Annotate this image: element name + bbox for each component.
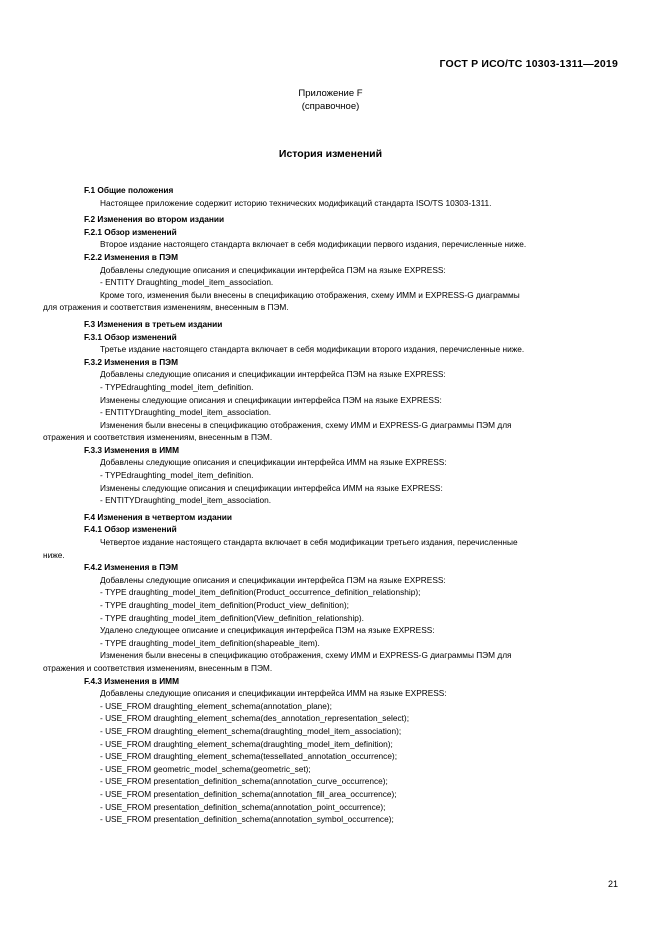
annex-kind: (справочное) [301, 101, 360, 112]
body-paragraph: ниже. [43, 549, 65, 560]
body-paragraph: - USE_FROM presentation_definition_schema(annotation_point_occurrence); [100, 801, 386, 812]
body-paragraph: - ENTITYDraughting_model_item_association. [100, 495, 272, 506]
body-paragraph: - ENTITYDraughting_model_item_association. [100, 407, 272, 418]
body-paragraph: - USE_FROM draughting_element_schema(draughting_model_item_definition); [100, 738, 393, 749]
page-title: История изменений [278, 148, 383, 160]
body-paragraph: Кроме того, изменения были внесены в спецификацию отображения, схему ИММ и EXPRESS-G диаграммы [100, 289, 520, 300]
page-header-standard-id: ГОСТ Р ИСО/ТС 10303-1311—2019 [439, 58, 618, 70]
body-paragraph: Настоящее приложение содержит историю технических модификаций стандарта ISO/TS 10303-1311. [100, 197, 492, 208]
body-paragraph: - TYPEdraughting_model_item_definition. [100, 470, 254, 481]
body-paragraph: - USE_FROM presentation_definition_schema(annotation_symbol_occurrence); [100, 814, 394, 825]
body-paragraph: - TYPE draughting_model_item_definition(Product_view_definition); [100, 600, 349, 610]
document-body [43, 180, 618, 826]
section-heading: F.4 Изменения в четвертом издании [84, 511, 232, 522]
body-paragraph: Второе издание настоящего стандарта включает в себя модификации первого издания, перечисленные ниже. [100, 239, 527, 250]
page-number: 21 [607, 879, 618, 889]
annex-label: Приложение F [298, 88, 363, 99]
section-heading: F.4.3 Изменения в ИММ [84, 675, 180, 686]
body-paragraph: Добавлены следующие описания и спецификации интерфейса ПЭМ на языке EXPRESS: [100, 574, 446, 585]
body-paragraph: Изменены следующие описания и спецификации интерфейса ПЭМ на языке EXPRESS: [100, 394, 442, 405]
body-paragraph: - TYPE draughting_model_item_definition(View_definition_relationship). [100, 612, 364, 623]
body-paragraph: отражения и соответствия изменениям, внесенным в ПЭМ. [43, 432, 273, 443]
annex-heading [0, 88, 661, 112]
body-paragraph: Изменены следующие описания и спецификации интерфейса ИММ на языке EXPRESS: [100, 482, 443, 493]
body-paragraph: - USE_FROM presentation_definition_schema(annotation_curve_occurrence); [100, 776, 388, 787]
body-paragraph: Добавлены следующие описания и спецификации интерфейса ПЭМ на языке EXPRESS: [100, 369, 446, 380]
section-heading: F.2.1 Обзор изменений [84, 226, 177, 237]
body-paragraph: - USE_FROM geometric_model_schema(geometric_set); [100, 763, 311, 774]
section-heading: F.2.2 Изменения в ПЭМ [84, 251, 178, 262]
body-paragraph: - TYPEdraughting_model_item_definition. [100, 381, 254, 392]
section-heading: F.3.1 Обзор изменений [84, 331, 177, 342]
body-paragraph: Добавлены следующие описания и спецификации интерфейса ПЭМ на языке EXPRESS: [100, 264, 446, 275]
body-paragraph: - USE_FROM presentation_definition_schema(annotation_fill_area_occurrence); [100, 788, 397, 799]
section-heading: F.4.1 Обзор изменений [84, 524, 177, 535]
body-paragraph: - TYPE draughting_model_item_definition(shapeable_item). [100, 637, 320, 648]
body-paragraph: Изменения были внесены в спецификацию отображения, схему ИММ и EXPRESS-G диаграммы ПЭМ для [100, 419, 512, 430]
body-paragraph: - ENTITY Draughting_model_item_association. [100, 277, 274, 288]
body-paragraph: Третье издание настоящего стандарта включает в себя модификации второго издания, перечисленные ниже. [100, 344, 525, 355]
section-heading: F.1 Общие положения [84, 185, 174, 195]
section-heading: F.3.3 Изменения в ИММ [84, 444, 180, 455]
body-paragraph: для отражения и соответствия изменениям, внесенным в ПЭМ. [43, 302, 289, 313]
body-paragraph: отражения и соответствия изменениям, внесенным в ПЭМ. [43, 662, 273, 673]
body-paragraph: - USE_FROM draughting_element_schema(tessellated_annotation_occurrence); [100, 751, 398, 762]
body-paragraph: - USE_FROM draughting_element_schema(des_annotation_representation_select); [100, 713, 410, 724]
body-paragraph: - TYPE draughting_model_item_definition(Product_occurrence_definition_relationship); [100, 587, 421, 598]
section-heading: F.2 Изменения во втором издании [84, 214, 225, 225]
section-heading: F.3.2 Изменения в ПЭМ [84, 356, 178, 367]
body-paragraph: - USE_FROM draughting_element_schema(annotation_plane); [100, 700, 332, 711]
body-paragraph: Добавлены следующие описания и спецификации интерфейса ИММ на языке EXPRESS: [100, 688, 447, 699]
section-heading: F.3 Изменения в третьем издании [84, 318, 223, 329]
body-paragraph: - USE_FROM draughting_element_schema(draughting_model_item_association); [100, 725, 402, 736]
body-paragraph: Изменения были внесены в спецификацию отображения, схему ИММ и EXPRESS-G диаграммы ПЭМ для [100, 650, 512, 661]
body-paragraph: Удалено следующее описание и спецификация интерфейса ПЭМ на языке EXPRESS: [100, 625, 435, 636]
body-paragraph: Четвертое издание настоящего стандарта включает в себя модификации третьего издания, перечисленные [100, 537, 518, 548]
body-paragraph: Добавлены следующие описания и спецификации интерфейса ИММ на языке EXPRESS: [100, 457, 447, 468]
section-heading: F.4.2 Изменения в ПЭМ [84, 562, 178, 573]
